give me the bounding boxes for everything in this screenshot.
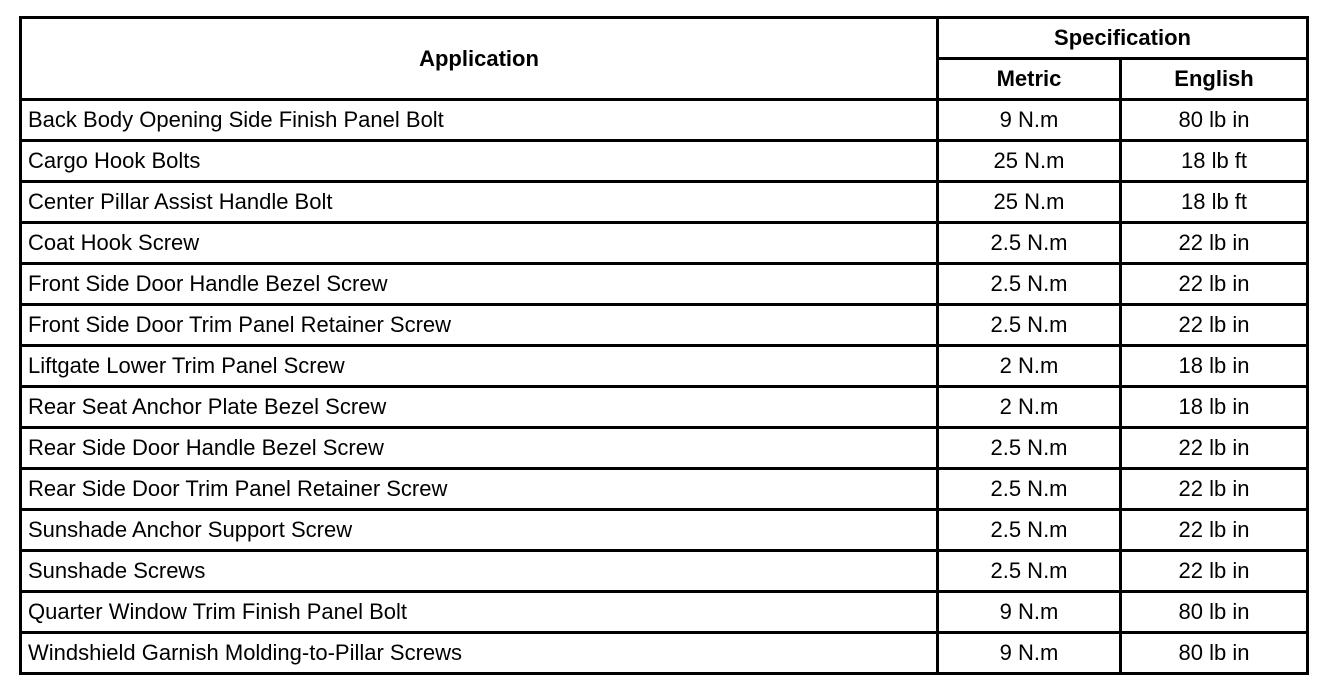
- table-row: [21, 633, 1308, 674]
- table-row: [21, 592, 1308, 633]
- cell-english: 80 lb in: [1121, 592, 1308, 633]
- cell-metric: 2 N.m: [938, 387, 1121, 428]
- table-row: [21, 182, 1308, 223]
- cell-english: 22 lb in: [1121, 510, 1308, 551]
- cell-application: Windshield Garnish Molding-to-Pillar Screws: [21, 633, 938, 674]
- cell-english: 22 lb in: [1121, 305, 1308, 346]
- cell-metric: 2.5 N.m: [938, 428, 1121, 469]
- cell-application: Coat Hook Screw: [21, 223, 938, 264]
- cell-english: 22 lb in: [1121, 223, 1308, 264]
- cell-english: 18 lb in: [1121, 387, 1308, 428]
- table-row: [21, 469, 1308, 510]
- table-row: [21, 264, 1308, 305]
- table-body: [21, 100, 1308, 674]
- cell-english: 18 lb ft: [1121, 141, 1308, 182]
- cell-english: 18 lb in: [1121, 346, 1308, 387]
- cell-metric: 2.5 N.m: [938, 264, 1121, 305]
- table-row: [21, 305, 1308, 346]
- cell-metric: 9 N.m: [938, 100, 1121, 141]
- cell-english: 18 lb ft: [1121, 182, 1308, 223]
- cell-english: 22 lb in: [1121, 551, 1308, 592]
- header-application: Application: [21, 18, 938, 100]
- cell-metric: 2.5 N.m: [938, 305, 1121, 346]
- cell-application: Front Side Door Trim Panel Retainer Screw: [21, 305, 938, 346]
- cell-application: Front Side Door Handle Bezel Screw: [21, 264, 938, 305]
- table-row: [21, 510, 1308, 551]
- cell-application: Rear Seat Anchor Plate Bezel Screw: [21, 387, 938, 428]
- header-specification: Specification: [938, 18, 1308, 59]
- cell-metric: 9 N.m: [938, 633, 1121, 674]
- cell-english: 22 lb in: [1121, 428, 1308, 469]
- cell-application: Sunshade Screws: [21, 551, 938, 592]
- table-row: [21, 100, 1308, 141]
- cell-application: Cargo Hook Bolts: [21, 141, 938, 182]
- cell-application: Back Body Opening Side Finish Panel Bolt: [21, 100, 938, 141]
- cell-metric: 2.5 N.m: [938, 469, 1121, 510]
- cell-application: Center Pillar Assist Handle Bolt: [21, 182, 938, 223]
- cell-metric: 25 N.m: [938, 182, 1121, 223]
- table-row: [21, 141, 1308, 182]
- cell-english: 80 lb in: [1121, 100, 1308, 141]
- cell-application: Quarter Window Trim Finish Panel Bolt: [21, 592, 938, 633]
- cell-english: 80 lb in: [1121, 633, 1308, 674]
- table-row: [21, 551, 1308, 592]
- torque-spec-table: [19, 16, 1309, 675]
- cell-english: 22 lb in: [1121, 469, 1308, 510]
- header-metric: Metric: [938, 59, 1121, 100]
- cell-metric: 9 N.m: [938, 592, 1121, 633]
- cell-application: Liftgate Lower Trim Panel Screw: [21, 346, 938, 387]
- cell-metric: 2.5 N.m: [938, 510, 1121, 551]
- cell-metric: 2.5 N.m: [938, 551, 1121, 592]
- cell-application: Rear Side Door Handle Bezel Screw: [21, 428, 938, 469]
- table-header: [21, 18, 1308, 100]
- cell-metric: 2.5 N.m: [938, 223, 1121, 264]
- table-row: [21, 428, 1308, 469]
- cell-english: 22 lb in: [1121, 264, 1308, 305]
- table-row: [21, 387, 1308, 428]
- cell-application: Rear Side Door Trim Panel Retainer Screw: [21, 469, 938, 510]
- cell-metric: 25 N.m: [938, 141, 1121, 182]
- cell-metric: 2 N.m: [938, 346, 1121, 387]
- header-english: English: [1121, 59, 1308, 100]
- torque-spec-table-container: [19, 16, 1306, 675]
- cell-application: Sunshade Anchor Support Screw: [21, 510, 938, 551]
- table-row: [21, 346, 1308, 387]
- table-row: [21, 223, 1308, 264]
